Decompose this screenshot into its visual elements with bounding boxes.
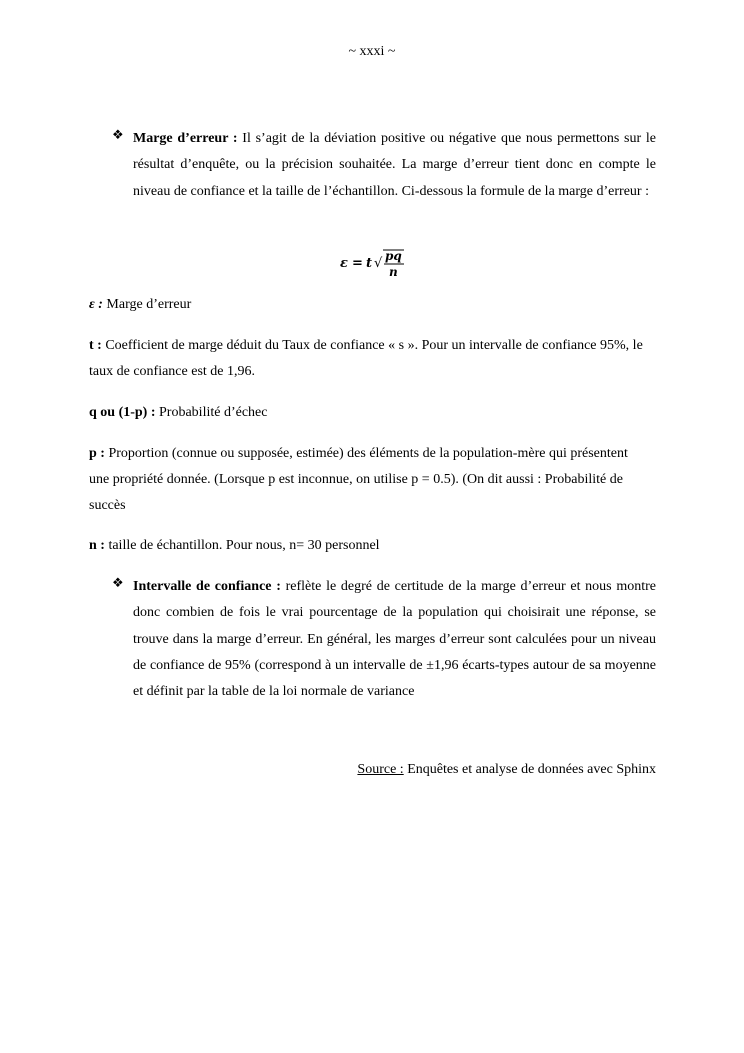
formula-graphic: [338, 244, 418, 284]
definition-p: [89, 441, 649, 519]
page-number: ~ xxxi ~: [348, 44, 396, 59]
definition-term: ε :: [89, 297, 103, 312]
definition-text: Probabilité d’échec: [155, 405, 268, 420]
bullet-paragraph: [133, 574, 656, 705]
definition-term: t :: [89, 338, 102, 353]
formula-equals: =: [352, 256, 363, 271]
bullet-term: Intervalle de confiance :: [133, 579, 281, 594]
formula-radical-sign: √: [374, 256, 383, 271]
definition-text: Proportion (connue ou supposée, estimée) des éléments de la population-mère qui présentent une propriété donnée. (Lorsque p est inconnue, on utilise p = 0.5). (On dit aussi : Probabilité de succès: [89, 446, 628, 513]
definition-text: Marge d’erreur: [102, 297, 192, 312]
bullet-body: reflète le degré de certitude de la marge d’erreur et nous montre donc combien de fois le vrai pourcentage de la population qui choisirait une réponse, se trouve dans la marge d’erreur. En général, les marges d’erreur sont calculées pour un niveau de confiance de 95% (correspond à un intervalle de ±1,96 écarts-types autour de sa moyenne et définit par la table de la loi normale de variance: [133, 579, 656, 700]
definition-n: [89, 533, 649, 559]
source-label: Source :: [357, 762, 404, 777]
formula-numerator: pq: [385, 249, 402, 263]
bullet-term: Marge d’erreur :: [133, 131, 238, 146]
definition-epsilon: [89, 292, 649, 318]
bullet-paragraph: [133, 126, 656, 205]
definition-q: [89, 400, 649, 426]
margin-of-error-formula: [0, 244, 744, 284]
definition-term: n :: [89, 538, 105, 553]
bullet-margin-of-error: [112, 126, 656, 205]
definition-term: q ou (1-p) :: [89, 405, 156, 420]
diamond-bullet-icon: ❖: [112, 127, 124, 142]
definition-term: p :: [89, 446, 105, 461]
formula-t: t: [366, 256, 373, 271]
diamond-bullet-icon: ❖: [112, 575, 124, 590]
bullet-body: Il s’agit de la déviation positive ou négative que nous permettons sur le résultat d’enquête, ou la précision souhaitée. La marge d’erreur tient donc en compte le niveau de confiance et la taille de l’échantillon. Ci-dessous la formule de la marge d’erreur :: [133, 131, 657, 199]
source-text: Enquêtes et analyse de données avec Sphinx: [403, 762, 656, 777]
formula-epsilon: ε: [340, 256, 348, 271]
definition-text: Coefficient de marge déduit du Taux de confiance « s ». Pour un intervalle de confiance 95%, le taux de confiance est de 1,96.: [89, 338, 643, 379]
source-citation: [357, 762, 656, 778]
bullet-confidence-interval: [112, 574, 656, 705]
formula-denominator: n: [389, 265, 398, 279]
definition-text: taille de échantillon. Pour nous, n= 30 personnel: [104, 538, 380, 553]
definition-t: [89, 333, 649, 385]
